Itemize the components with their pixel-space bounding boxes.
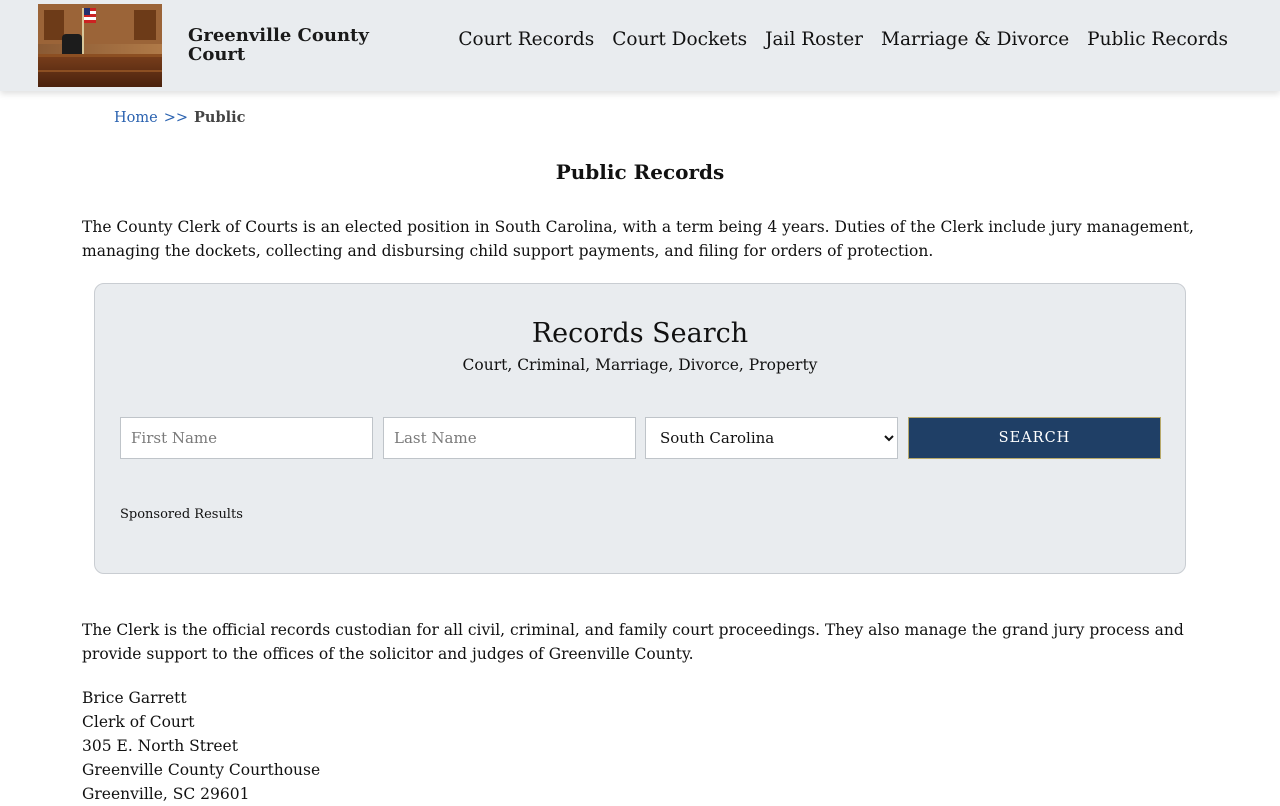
courtroom-logo-image[interactable] xyxy=(38,4,162,87)
nav-court-dockets[interactable]: Court Dockets xyxy=(612,29,748,50)
last-name-input[interactable] xyxy=(383,417,636,459)
breadcrumb xyxy=(114,109,245,126)
breadcrumb-home-link[interactable]: Home xyxy=(114,110,158,126)
nav-public-records[interactable]: Public Records xyxy=(1087,29,1228,50)
main-nav xyxy=(440,29,1228,50)
site-header xyxy=(0,0,1280,91)
clerk-address-block xyxy=(82,686,320,806)
site-title[interactable]: Greenville County Court xyxy=(188,25,369,65)
clerk-description-paragraph: The Clerk is the official records custodian for all civil, criminal, and family court proceedings. They also manage the grand jury process and provide support to the offices of the solicitor and judges of Greenville County. xyxy=(82,621,1184,663)
sponsored-results-label: Sponsored Results xyxy=(120,507,243,522)
address-line: Clerk of Court xyxy=(82,713,195,731)
state-select[interactable] xyxy=(645,417,898,459)
records-search-panel xyxy=(94,283,1186,574)
first-name-input[interactable] xyxy=(120,417,373,459)
address-line: Greenville, SC 29601 xyxy=(82,785,250,803)
nav-court-records[interactable]: Court Records xyxy=(458,29,595,50)
breadcrumb-separator: >> xyxy=(163,110,189,126)
search-panel-title: Records Search xyxy=(531,318,749,349)
address-line: Brice Garrett xyxy=(82,689,187,707)
address-line: Greenville County Courthouse xyxy=(82,761,321,779)
breadcrumb-current: Public xyxy=(194,109,246,126)
page-title: Public Records xyxy=(555,160,725,184)
search-panel-subtitle: Court, Criminal, Marriage, Divorce, Property xyxy=(462,356,818,374)
intro-paragraph: The County Clerk of Courts is an elected position in South Carolina, with a term being 4 years. Duties of the Clerk include jury management, managing the dockets, collecting and disbursing child support payments, and filing for orders of protection. xyxy=(82,218,1194,260)
nav-jail-roster[interactable]: Jail Roster xyxy=(765,29,864,50)
address-line: 305 E. North Street xyxy=(82,737,238,755)
search-button[interactable]: SEARCH xyxy=(908,417,1161,459)
nav-marriage-divorce[interactable]: Marriage & Divorce xyxy=(881,29,1070,50)
